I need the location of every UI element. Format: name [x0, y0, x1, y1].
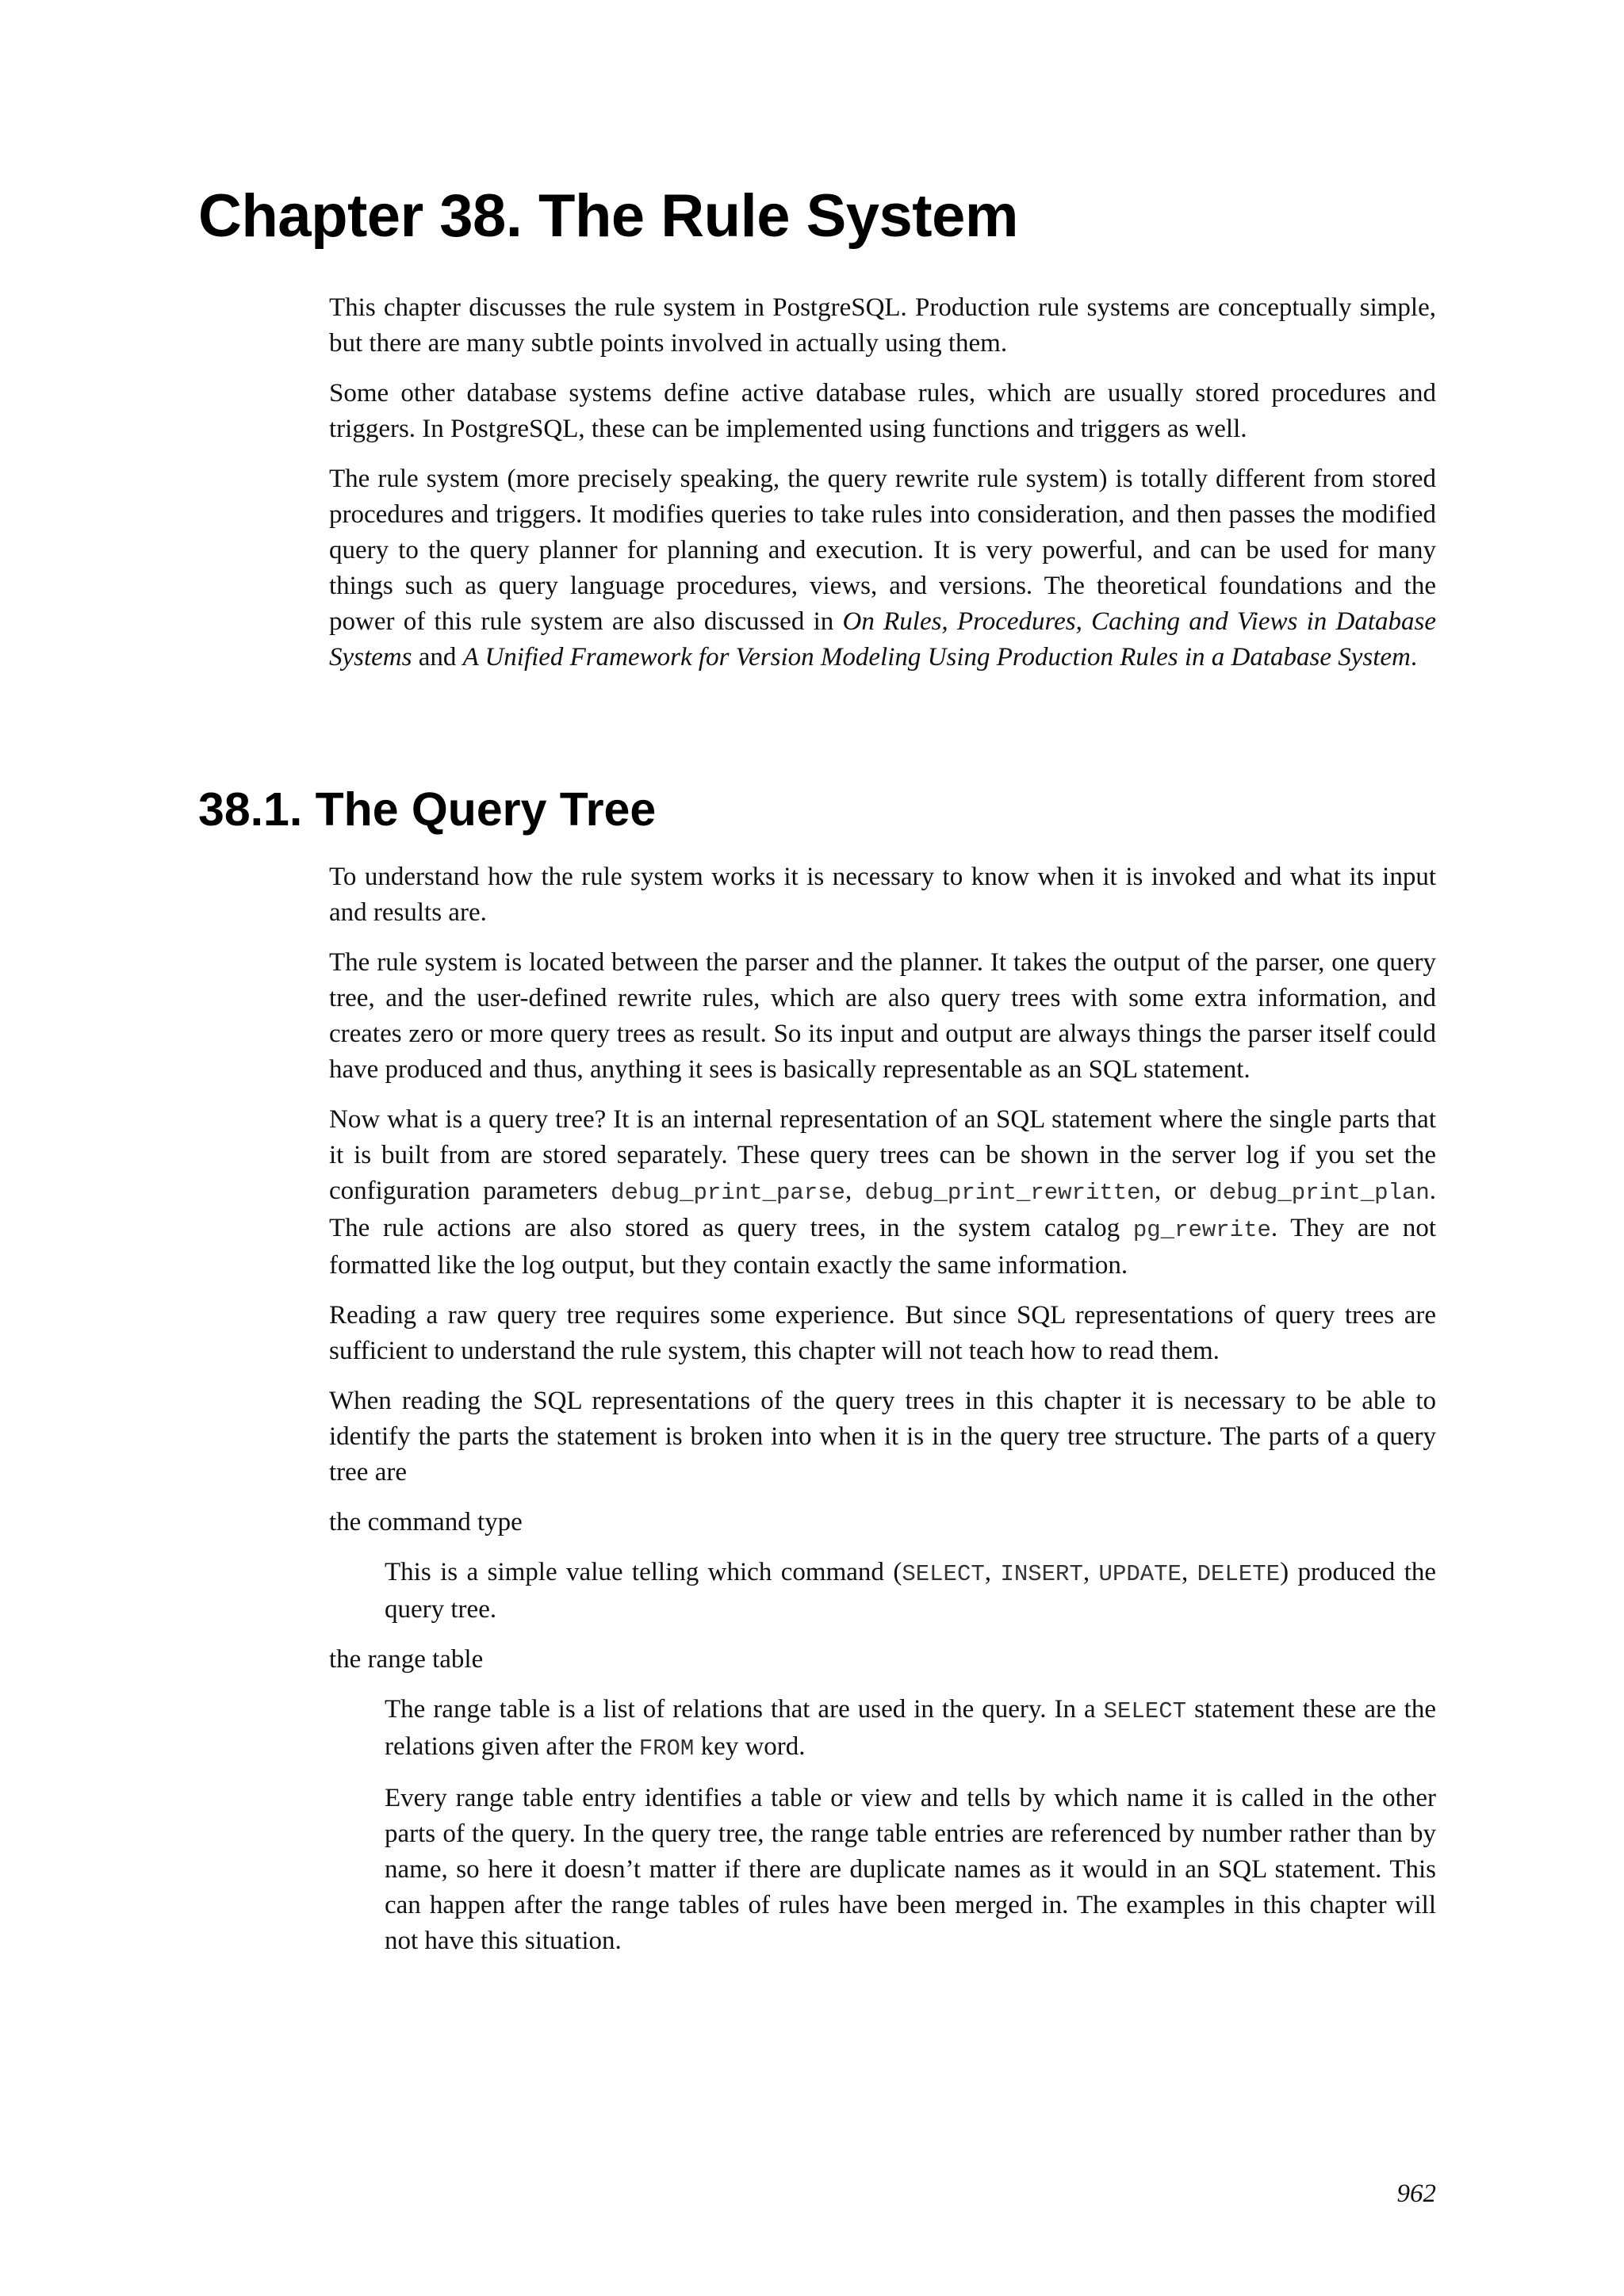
paragraph-text: ) produced the query tree.: [385, 1558, 1437, 1624]
separator: ,: [984, 1558, 991, 1586]
section-body: [329, 859, 1436, 1973]
page-number: 962: [1396, 2179, 1436, 2208]
definition-paragraph-2: Every range table entry identifies a table or view and tells by which name it is called in the other parts of the query. In the query tree, the range table entries are referenced by number rather than by name, so here it doesn’t matter if there are duplicate names as it would in an SQL statement. This can happen after the range tables of rules have been merged in. The examples in this chapter will not have this situation.: [385, 1784, 1436, 1955]
chapter-intro: [329, 290, 1436, 690]
paragraph-text: key word.: [700, 1732, 806, 1761]
definition-command-type: [385, 1555, 1436, 1628]
separator: , or: [1154, 1177, 1197, 1205]
term-command-type: the command type: [329, 1508, 523, 1536]
definition-range-table: [385, 1692, 1436, 1959]
sentence-end: .: [1410, 643, 1418, 672]
chapter-title: Chapter 38. The Rule System: [198, 182, 1018, 250]
paragraph-text: . The rule actions are also stored as query trees, in the system catalog: [329, 1177, 1437, 1242]
paragraph-text: The range table is a list of relations that are used in the query. In a: [385, 1695, 1096, 1724]
section-paragraph-2: The rule system is located between the parser and the planner. It takes the output of the parser, one query tree, and the user-defined rewrite rules, which are also query trees with some extra information, and creates zero or more query trees as result. So its input and output are always things the parser itself could have produced and thus, anything it sees is basically representable as an SQL statement.: [329, 948, 1436, 1084]
section-paragraph-5: When reading the SQL representations of the query trees in this chapter it is necessary to be able to identify the parts the statement is broken into when it is in the query tree structure. The parts of a query tree are: [329, 1387, 1436, 1487]
code-debug-print-parse: debug_print_parse: [611, 1180, 845, 1206]
paragraph-text: Now what is a query tree? It is an internal representation of an SQL statement where the single parts that it is built from are stored separately. These query trees can be shown in the server log if you set the configuration parameters: [329, 1105, 1436, 1205]
code-from: FROM: [638, 1735, 695, 1762]
conjunction-text: and: [418, 643, 457, 672]
intro-paragraph-3: [329, 461, 1436, 675]
paragraph-text: This is a simple value telling which command (: [385, 1558, 902, 1586]
code-insert: INSERT: [1000, 1561, 1083, 1587]
paragraph-text: statement these are the relations given after the: [385, 1695, 1436, 1761]
code-debug-print-plan: debug_print_plan: [1208, 1180, 1430, 1206]
separator: ,: [1082, 1558, 1090, 1586]
section-paragraph-4: Reading a raw query tree requires some experience. But since SQL representations of query trees are sufficient to understand the rule system, this chapter will not teach how to read them.: [329, 1301, 1436, 1365]
term-range-table: the range table: [329, 1645, 484, 1674]
query-tree-parts-list: [329, 1505, 1436, 1959]
section-title: 38.1. The Query Tree: [198, 783, 657, 836]
separator: ,: [845, 1177, 852, 1205]
intro-paragraph-3-text: The rule system (more precisely speaking, the query rewrite rule system) is totally different from stored procedures and triggers. It modifies queries to take rules into consideration, and then passes the modified query to the query planner for planning and execution. It is very powerful, and can be used for many things such as query language procedures, views, and versions. The theoretical foundations and the power of this rule system are also discussed in: [329, 465, 1436, 636]
separator: ,: [1181, 1558, 1189, 1586]
code-delete: DELETE: [1197, 1561, 1281, 1587]
section-paragraph-1: To understand how the rule system works it is necessary to know when it is invoked and what its input and results are.: [329, 863, 1436, 927]
definition-paragraph: [385, 1555, 1436, 1628]
definition-paragraph-1: [385, 1692, 1436, 1766]
code-select: SELECT: [1103, 1698, 1187, 1724]
citation-on-rules: On Rules, Procedures, Caching and Views in Database Systems: [329, 607, 1437, 672]
code-debug-print-rewritten: debug_print_rewritten: [864, 1180, 1155, 1206]
section-paragraph-3: [329, 1102, 1436, 1284]
intro-paragraph-2: Some other database systems define active database rules, which are usually stored procedures and triggers. In PostgreSQL, these can be implemented using functions and triggers as well.: [329, 379, 1436, 443]
paragraph-text: . They are not formatted like the log output, but they contain exactly the same information.: [329, 1214, 1437, 1280]
code-pg-rewrite: pg_rewrite: [1132, 1217, 1271, 1243]
citation-unified-framework: A Unified Framework for Version Modeling Using Production Rules in a Database System: [462, 643, 1411, 672]
code-select: SELECT: [902, 1561, 985, 1587]
code-update: UPDATE: [1098, 1561, 1182, 1587]
intro-paragraph-1: This chapter discusses the rule system in PostgreSQL. Production rule systems are conceptually simple, but there are many subtle points involved in actually using them.: [329, 293, 1436, 358]
